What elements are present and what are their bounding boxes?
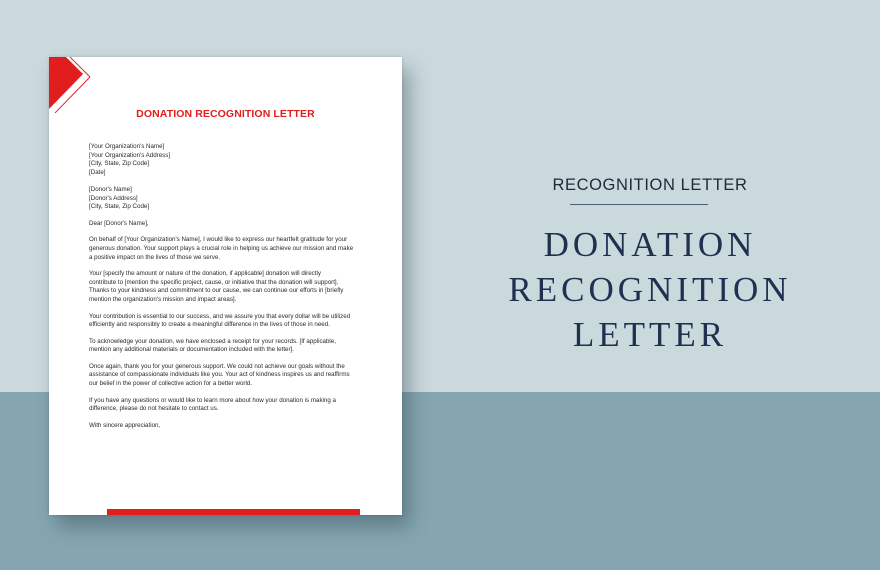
- subtitle: RECOGNITION LETTER: [552, 176, 748, 194]
- corner-triangle-decoration: [49, 57, 93, 113]
- recipient-line: [Donor's Address]: [89, 194, 138, 202]
- paragraph-line: generous donation. Your support plays a crucial role in helping us achieve our mission and make: [89, 244, 354, 252]
- main-title: [455, 222, 845, 357]
- recipient-address-block: [89, 186, 371, 212]
- letter-title: DONATION RECOGNITION LETTER: [136, 108, 315, 120]
- paragraph-line: efficiently and responsibly to create a meaningful difference in the lives of those in need.: [89, 321, 330, 329]
- footer-accent-bar: [107, 509, 360, 515]
- paragraph-line: Your contribution is essential to our success, and we assure you that every dollar will be utilized: [89, 312, 351, 320]
- paragraph-line: On behalf of [Your Organization's Name], I would like to express our heartfelt gratitude for your: [89, 236, 348, 244]
- sender-line: [Your Organization's Name]: [89, 143, 165, 150]
- paragraph-line: our belief in the power of collective action for a better world.: [89, 380, 253, 388]
- paragraph-line: contribute to [mention the specific project, cause, or initiative that the donation will support].: [89, 278, 339, 286]
- recipient-line: [Donor's Name]: [89, 185, 132, 193]
- paragraph: [89, 363, 371, 389]
- paragraph-line: mention any additional materials or documentation included with the letter].: [89, 346, 294, 354]
- main-title-line: LETTER: [572, 315, 728, 354]
- paragraph-line: To acknowledge your donation, we have enclosed a receipt for your records. [If applicable,: [89, 337, 336, 345]
- letter-page: [49, 57, 402, 515]
- main-title-line: RECOGNITION: [508, 270, 792, 309]
- sender-line: [Date]: [89, 168, 106, 176]
- closing: With sincere appreciation,: [89, 421, 161, 429]
- paragraph-line: If you have any questions or would like to learn more about how your donation is making a: [89, 396, 336, 404]
- paragraph: [89, 338, 371, 355]
- sender-address-block: [89, 143, 371, 177]
- recipient-line: [City, State, Zip Code]: [89, 203, 150, 211]
- paragraph: [89, 270, 371, 304]
- divider-line: [570, 204, 708, 205]
- paragraph: [89, 313, 371, 330]
- sender-line: [City, State, Zip Code]: [89, 160, 150, 168]
- main-title-line: DONATION: [543, 225, 757, 264]
- letter-body: [89, 143, 371, 430]
- salutation: Dear [Donor's Name],: [89, 219, 149, 227]
- paragraph-line: difference, please do not hesitate to contact us.: [89, 405, 219, 413]
- paragraph: [89, 397, 371, 414]
- sender-line: [Your Organization's Address]: [89, 151, 171, 159]
- paragraph-line: mention the organization's mission and impact areas].: [89, 295, 237, 303]
- paragraph-line: assistance of compassionate individuals like you. Your act of kindness inspires us and reaffirms: [89, 371, 350, 379]
- paragraph-line: Once again, thank you for your generous support. We could not achieve our goals without the: [89, 362, 345, 370]
- paragraph-line: a positive impact on the lives of those we serve.: [89, 253, 221, 261]
- paragraph-line: Thanks to your kindness and commitment to our cause, we can continue our efforts in [briefly: [89, 287, 344, 295]
- paragraph: [89, 236, 371, 262]
- paragraph-line: Your [specify the amount or nature of the donation, if applicable] donation will directly: [89, 270, 321, 278]
